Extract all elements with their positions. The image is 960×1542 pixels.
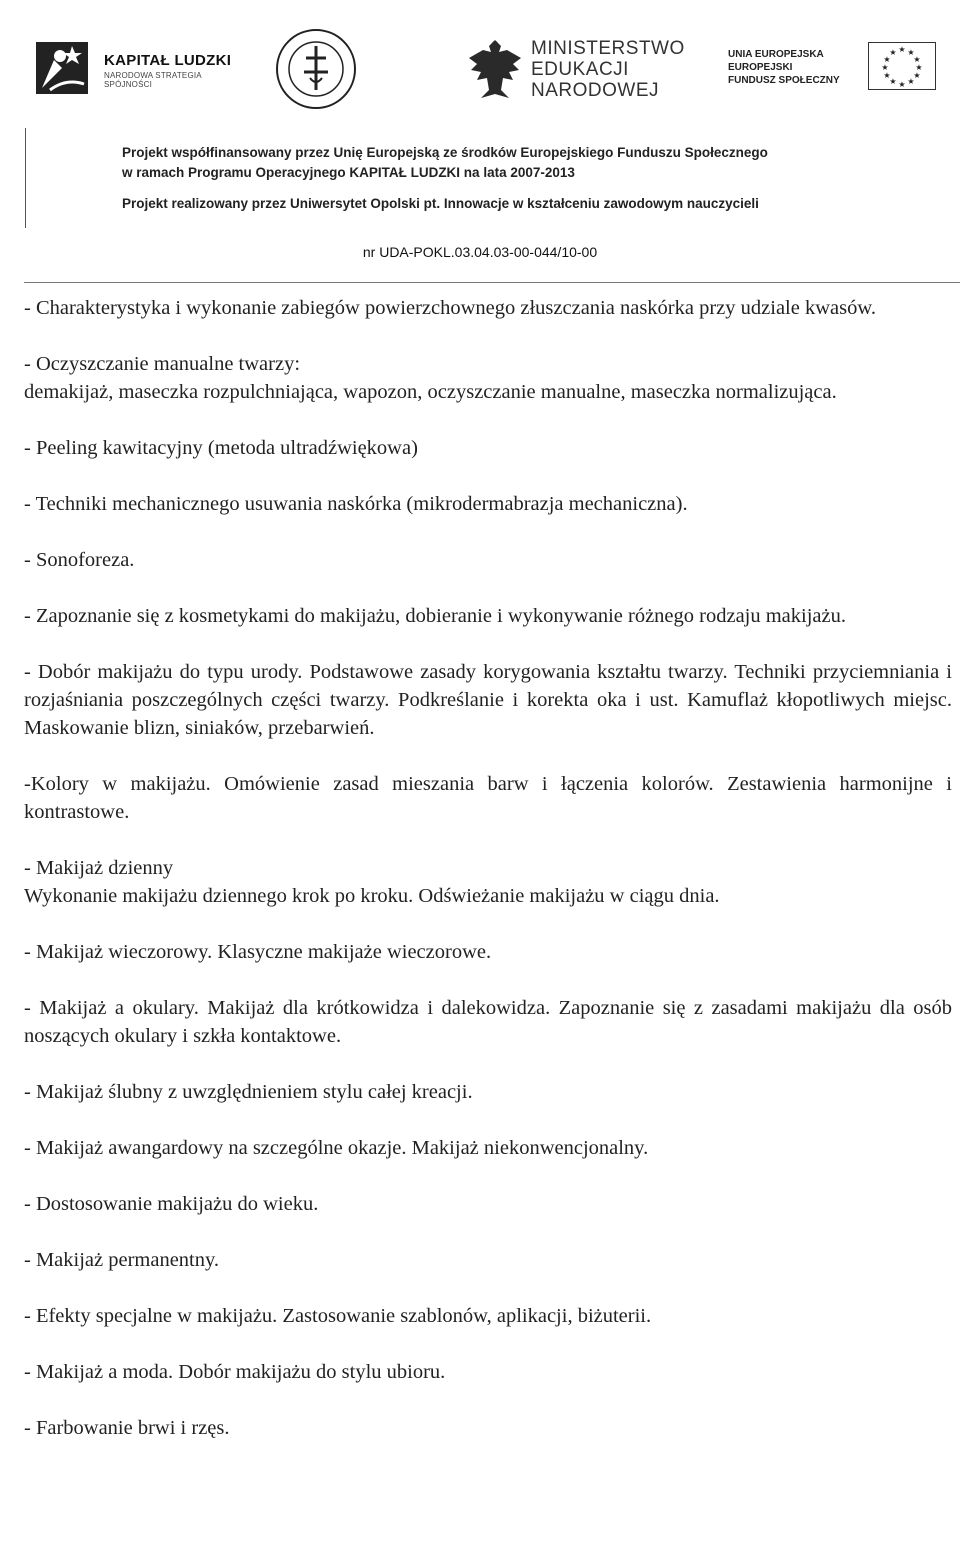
svg-text:★: ★: [898, 45, 906, 54]
kapital-ludzki-subtitle: NARODOWA STRATEGIA SPÓJNOŚCI: [104, 71, 202, 89]
project-line-2: w ramach Programu Operacyjnego KAPITAŁ LUDZKI na lata 2007-2013: [122, 165, 575, 180]
project-line-3: Projekt realizowany przez Uniwersytet Opolski pt. Innowacje w kształceniu zawodowym nauczycieli: [122, 196, 759, 211]
header-rule: [24, 282, 960, 283]
svg-text:★: ★: [907, 48, 915, 57]
paragraph-line: - Charakterystyka i wykonanie zabiegów powierzchownego złuszczania naskórka przy udziale kwasów.: [24, 297, 876, 319]
ministry-line-3: NARODOWEJ: [531, 80, 659, 101]
eagle-emblem-icon: [465, 36, 525, 102]
paragraph-line: Wykonanie makijażu dziennego krok po kroku. Odświeżanie makijażu w ciągu dnia.: [24, 885, 720, 907]
svg-text:★: ★: [915, 63, 923, 72]
kapital-ludzki-icon: [36, 38, 94, 96]
eu-line-1: UNIA EUROPEJSKA: [728, 49, 824, 60]
eu-line-3: FUNDUSZ SPOŁECZNY: [728, 75, 840, 86]
paragraph-line: demakijaż, maseczka rozpulchniająca, wapozon, oczyszczanie manualne, maseczka normalizująca.: [24, 381, 837, 403]
ministry-line-1: MINISTERSTWO: [531, 38, 685, 59]
paragraph-line: - Sonoforeza.: [24, 549, 135, 571]
eu-line-2: EUROPEJSKI: [728, 62, 793, 73]
document-body: [24, 294, 952, 1442]
svg-text:★: ★: [883, 55, 891, 64]
project-funding-text: [122, 143, 768, 183]
paragraph-line: - Peeling kawitacyjny (metoda ultradźwiękowa): [24, 437, 418, 459]
svg-text:★: ★: [889, 77, 897, 86]
kapital-ludzki-logo: [36, 38, 246, 98]
paragraph-line: -Kolory w makijażu. Omówienie zasad mieszania barw i łączenia kolorów. Zestawienia harmonijne i kontrastowe.: [24, 773, 952, 823]
paragraph-line: - Farbowanie brwi i rzęs.: [24, 1417, 230, 1439]
eu-flag-icon: [868, 42, 936, 90]
paragraph-line: - Makijaż a moda. Dobór makijażu do stylu ubioru.: [24, 1361, 446, 1383]
paragraph-line: - Dostosowanie makijażu do wieku.: [24, 1193, 319, 1215]
paragraph-line: - Dobór makijażu do typu urody. Podstawowe zasady korygowania kształtu twarzy. Techniki przyciemniania i rozjaśniania poszczególnych części twarzy. Podkreślanie i korekta oka i ust. Kamuflaż kłopotliwych miejsc. Maskowanie blizn, siniaków, przebarwień.: [24, 661, 952, 739]
logo-bar: [20, 28, 940, 108]
svg-text:★: ★: [913, 55, 921, 64]
paragraph-line: - Makijaż ślubny z uwzględnieniem stylu całej kreacji.: [24, 1081, 473, 1103]
svg-text:★: ★: [898, 80, 906, 89]
svg-text:★: ★: [913, 71, 921, 80]
project-line-1: Projekt współfinansowany przez Unię Europejską ze środków Europejskiego Funduszu Społecznego: [122, 145, 768, 160]
svg-text:★: ★: [907, 77, 915, 86]
paragraph-line: - Techniki mechanicznego usuwania naskórka (mikrodermabrazja mechaniczna).: [24, 493, 688, 515]
paragraph-line: - Efekty specjalne w makijażu. Zastosowanie szablonów, aplikacji, biżuterii.: [24, 1305, 652, 1327]
paragraph-line: - Zapoznanie się z kosmetykami do makijażu, dobieranie i wykonywanie różnego rodzaju makijażu.: [24, 605, 846, 627]
paragraph-line: - Makijaż awangardowy na szczególne okazje. Makijaż niekonwencjonalny.: [24, 1137, 649, 1159]
svg-text:★: ★: [881, 63, 889, 72]
paragraph-line: - Makijaż dzienny: [24, 857, 174, 879]
header-divider: [25, 128, 26, 228]
paragraph-line: - Oczyszczanie manualne twarzy:: [24, 353, 301, 375]
paragraph-line: - Makijaż a okulary. Makijaż dla krótkowidza i dalekowidza. Zapoznanie się z zasadami makijażu dla osób noszących okulary i szkła kontaktowe.: [24, 997, 952, 1047]
ministry-logo: [465, 36, 705, 106]
kapital-ludzki-title: KAPITAŁ LUDZKI: [104, 52, 232, 69]
eu-logo: [728, 42, 940, 102]
ministry-line-2: EDUKACJI: [531, 59, 629, 80]
paragraph-line: - Makijaż permanentny.: [24, 1249, 220, 1271]
svg-text:★: ★: [889, 48, 897, 57]
svg-text:★: ★: [883, 71, 891, 80]
project-number: nr UDA-POKL.03.04.03-00-044/10-00: [362, 244, 598, 260]
paragraph-line: - Makijaż wieczorowy. Klasyczne makijaże wieczorowe.: [24, 941, 492, 963]
university-seal-icon: [275, 28, 357, 110]
